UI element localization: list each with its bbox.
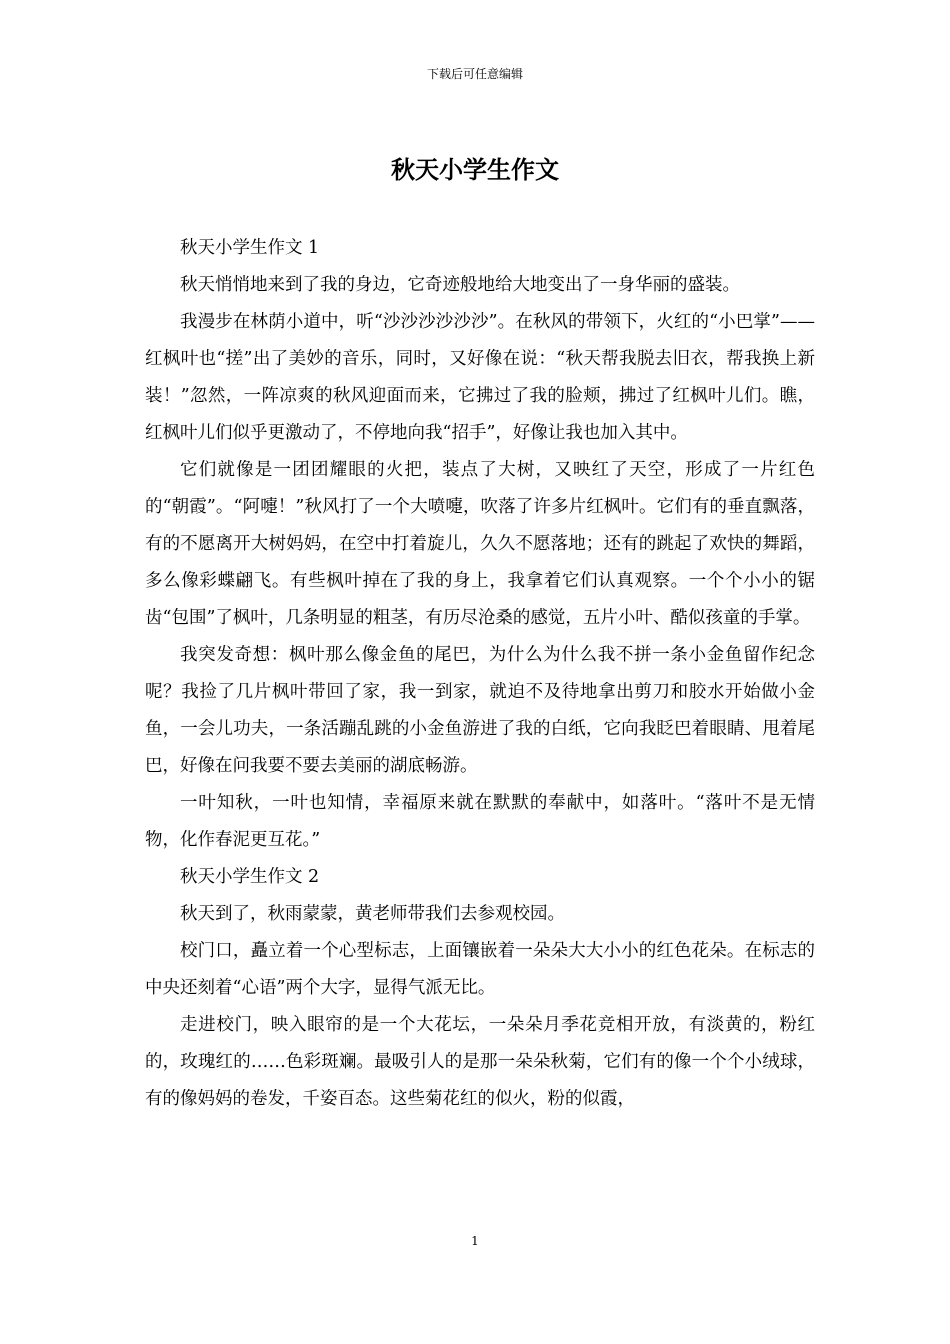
section-heading-2: 秋天小学生作文 2 — [180, 867, 320, 887]
paragraph: 走进校门，映入眼帘的是一个大花坛，一朵朵月季花竞相开放，有淡黄的，粉红的，玫瑰红的……色彩斑斓。最吸引人的是那一朵朵秋菊，它们有的像一个个小绒球，有的像妈妈的卷发，千姿百态。这些菊花红的似火，粉的似霞， — [145, 1015, 815, 1109]
section-heading-1: 秋天小学生作文 1 — [180, 238, 320, 258]
paragraph: 我漫步在林荫小道中，听“沙沙沙沙沙沙”。在秋风的带领下，火红的“小巴掌”——红枫叶也“搓”出了美妙的音乐，同时，又好像在说：“秋天帮我脱去旧衣，帮我换上新装！”忽然，一阵凉爽的秋风迎面而来，它拂过了我的脸颊，拂过了红枫叶儿们。瞧，红枫叶儿们似乎更激动了，不停地向我“招手”，好像让我也加入其中。 — [145, 312, 815, 443]
paragraph: 我突发奇想：枫叶那么像金鱼的尾巴，为什么为什么我不拼一条小金鱼留作纪念呢？我捡了几片枫叶带回了家，我一到家，就迫不及待地拿出剪刀和胶水开始做小金鱼，一会儿功夫，一条活蹦乱跳的小金鱼游进了我的白纸，它向我眨巴着眼睛、甩着尾巴，好像在问我要不要去美丽的湖底畅游。 — [145, 645, 815, 776]
paragraph: 秋天悄悄地来到了我的身边，它奇迹般地给大地变出了一身华丽的盛装。 — [180, 275, 740, 295]
document-title: 秋天小学生作文 — [391, 155, 559, 184]
paragraph: 一叶知秋，一叶也知情，幸福原来就在默默的奉献中，如落叶。“落叶不是无情物，化作春泥更互花。” — [145, 793, 815, 850]
paragraph: 秋天到了，秋雨蒙蒙，黄老师带我们去参观校园。 — [180, 904, 565, 924]
page-header: 下载后可任意编辑 — [426, 67, 523, 81]
paragraph: 它们就像是一团团耀眼的火把，装点了大树，又映红了天空，形成了一片红色的“朝霞”。“阿嚏！”秋风打了一个大喷嚏，吹落了许多片红枫叶。它们有的垂直飘落，有的不愿离开大树妈妈，在空中打着旋儿，久久不愿落地；还有的跳起了欢快的舞蹈，多么像彩蝶翩飞。有些枫叶掉在了我的身上，我拿着它们认真观察。一个个小小的锯齿“包围”了枫叶，几条明显的粗茎，有历尽沧桑的感觉，五片小叶、酷似孩童的手掌。 — [145, 460, 815, 628]
paragraph: 校门口，矗立着一个心型标志，上面镶嵌着一朵朵大大小小的红色花朵。在标志的中央还刻着“心语”两个大字，显得气派无比。 — [145, 941, 815, 998]
page-number: 1 — [471, 1234, 479, 1248]
document-body — [145, 230, 815, 1118]
